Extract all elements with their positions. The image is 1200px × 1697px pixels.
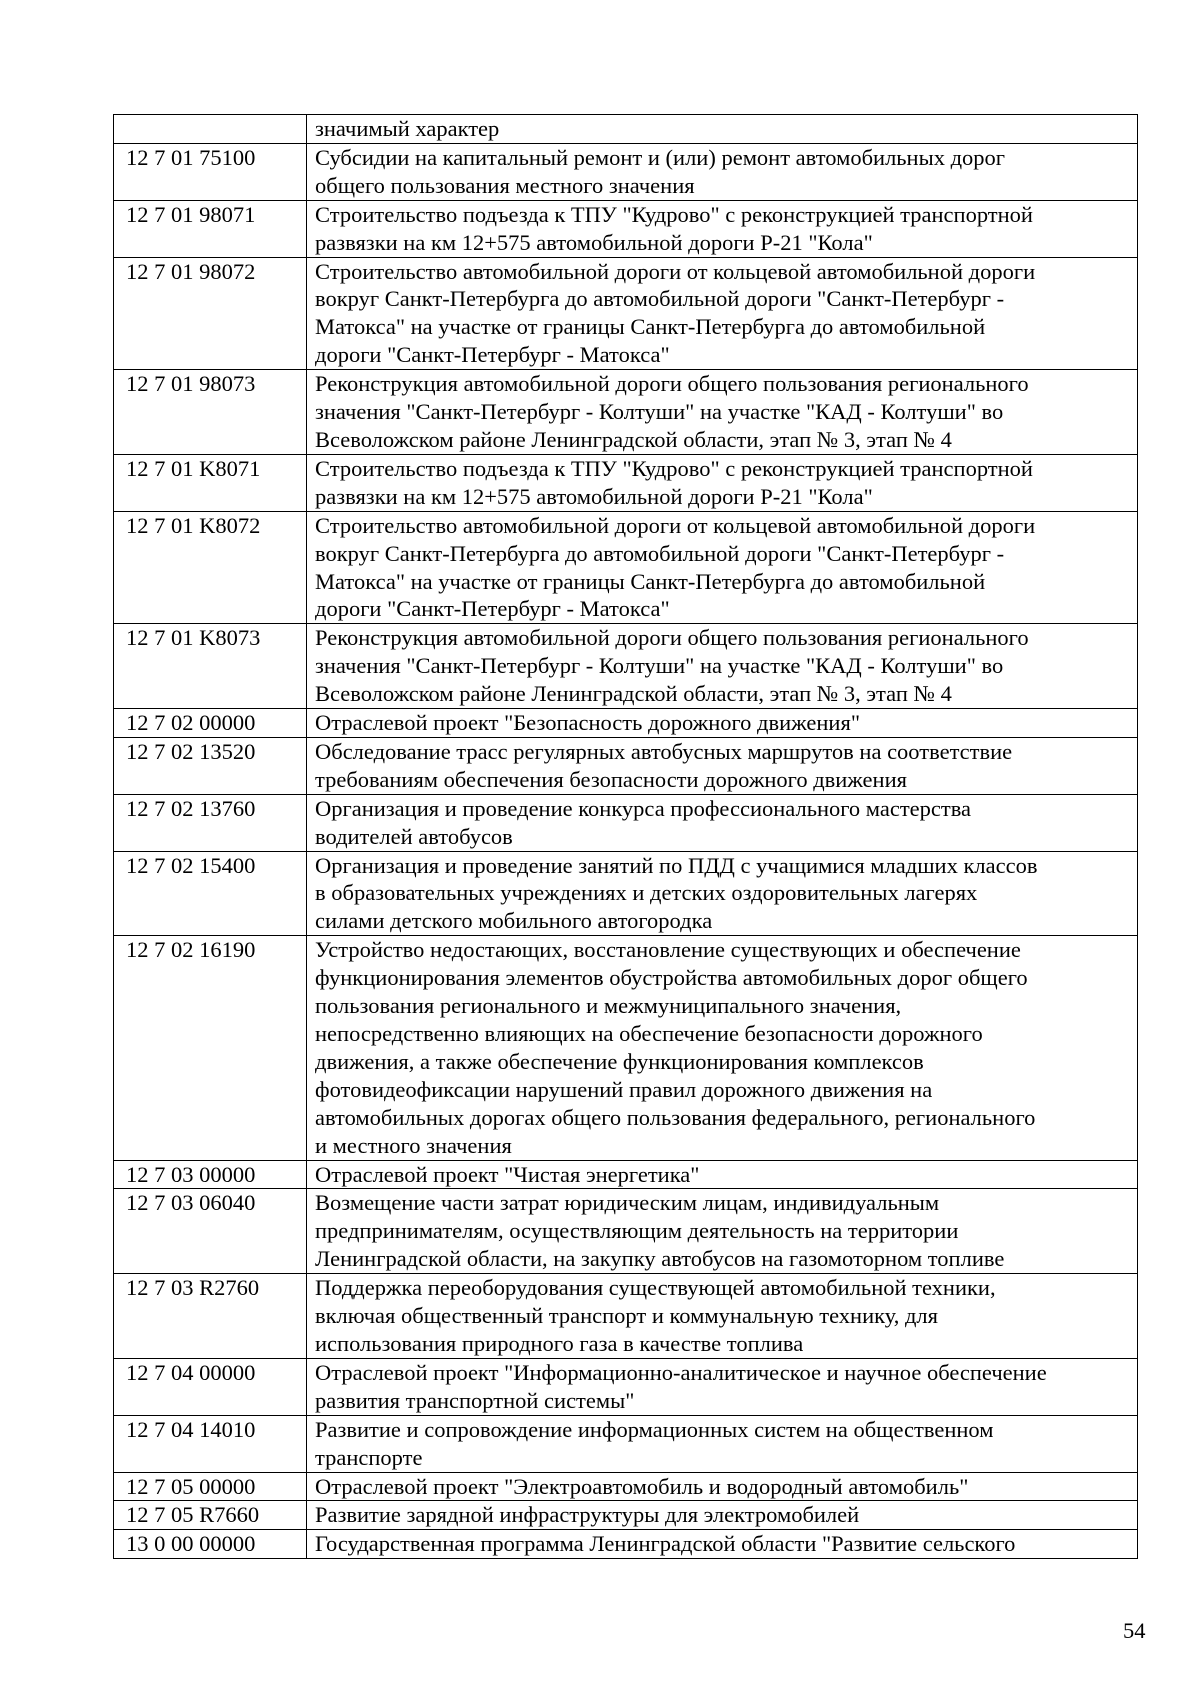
code-cell: 12 7 03 R2760	[114, 1274, 307, 1359]
table-row	[114, 1358, 1138, 1415]
description-cell: Устройство недостающих, восстановление существующих и обеспечение функционирования элементов обустройства автомобильных дорог общего пользования регионального и межмуниципального значения, непосредственно влияющих на обеспечение безопасности дорожного движения, а также обеспечение функционирования комплексов фотовидеофиксации нарушений правил дорожного движения на автомобильных дорогах общего пользования федерального, регионального и местного значения	[307, 936, 1138, 1160]
code-cell	[114, 115, 307, 144]
table-row	[114, 1189, 1138, 1274]
description-cell: Организация и проведение занятий по ПДД с учащимися младших классов в образовательных учреждениях и детских оздоровительных лагерях силами детского мобильного автогородка	[307, 851, 1138, 936]
code-cell: 12 7 02 00000	[114, 709, 307, 738]
description-cell: Строительство автомобильной дороги от кольцевой автомобильной дороги вокруг Санкт-Петербурга до автомобильной дороги "Санкт-Петербург - Матокса" на участке от границы Санкт-Петербурга до автомобильной дороги "Санкт-Петербург - Матокса"	[307, 511, 1138, 624]
code-cell: 12 7 01 75100	[114, 143, 307, 200]
table-row	[114, 1501, 1138, 1530]
description-cell: Реконструкция автомобильной дороги общего пользования регионального значения "Санкт-Петербург - Колтуши" на участке "КАД - Колтуши" во Всеволожском районе Ленинградской области, этап № 3, этап № 4	[307, 624, 1138, 709]
code-cell: 12 7 04 14010	[114, 1415, 307, 1472]
code-cell: 13 0 00 00000	[114, 1530, 307, 1559]
description-cell: Реконструкция автомобильной дороги общего пользования регионального значения "Санкт-Петербург - Колтуши" на участке "КАД - Колтуши" во Всеволожском районе Ленинградской области, этап № 3, этап № 4	[307, 370, 1138, 455]
code-cell: 12 7 02 13760	[114, 794, 307, 851]
code-cell: 12 7 03 00000	[114, 1160, 307, 1189]
code-cell: 12 7 01 98071	[114, 200, 307, 257]
table-row	[114, 1530, 1138, 1559]
code-cell: 12 7 04 00000	[114, 1358, 307, 1415]
table-row	[114, 1472, 1138, 1501]
description-cell: Развитие и сопровождение информационных систем на общественном транспорте	[307, 1415, 1138, 1472]
description-cell: Отраслевой проект "Чистая энергетика"	[307, 1160, 1138, 1189]
table-row	[114, 1274, 1138, 1359]
description-cell: Поддержка переоборудования существующей автомобильной техники, включая общественный транспорт и коммунальную технику, для использования природного газа в качестве топлива	[307, 1274, 1138, 1359]
description-cell: Обследование трасс регулярных автобусных маршрутов на соответствие требованиям обеспечения безопасности дорожного движения	[307, 737, 1138, 794]
code-cell: 12 7 01 98072	[114, 257, 307, 370]
table-row	[114, 115, 1138, 144]
description-cell: Строительство подъезда к ТПУ "Кудрово" с реконструкцией транспортной развязки на км 12+575 автомобильной дороги Р-21 "Кола"	[307, 200, 1138, 257]
table-row	[114, 200, 1138, 257]
description-cell: Строительство подъезда к ТПУ "Кудрово" с реконструкцией транспортной развязки на км 12+575 автомобильной дороги Р-21 "Кола"	[307, 454, 1138, 511]
description-cell: Отраслевой проект "Электроавтомобиль и водородный автомобиль"	[307, 1472, 1138, 1501]
code-cell: 12 7 01 K8071	[114, 454, 307, 511]
table-row	[114, 794, 1138, 851]
description-cell: Отраслевой проект "Безопасность дорожного движения"	[307, 709, 1138, 738]
description-cell: Субсидии на капитальный ремонт и (или) ремонт автомобильных дорог общего пользования местного значения	[307, 143, 1138, 200]
page-number: 54	[1123, 1618, 1146, 1643]
description-cell: Возмещение части затрат юридическим лицам, индивидуальным предпринимателям, осуществляющим деятельность на территории Ленинградской области, на закупку автобусов на газомоторном топливе	[307, 1189, 1138, 1274]
budget-classification-table	[113, 114, 1138, 1559]
code-cell: 12 7 01 K8073	[114, 624, 307, 709]
code-cell: 12 7 01 98073	[114, 370, 307, 455]
description-cell: Отраслевой проект "Информационно-аналитическое и научное обеспечение развития транспортной системы"	[307, 1358, 1138, 1415]
table-row	[114, 737, 1138, 794]
table-row	[114, 511, 1138, 624]
table-row	[114, 1415, 1138, 1472]
table-row	[114, 257, 1138, 370]
code-cell: 12 7 05 00000	[114, 1472, 307, 1501]
code-cell: 12 7 03 06040	[114, 1189, 307, 1274]
table-row	[114, 851, 1138, 936]
table-row	[114, 936, 1138, 1160]
table-row	[114, 709, 1138, 738]
description-cell: Развитие зарядной инфраструктуры для электромобилей	[307, 1501, 1138, 1530]
table-row	[114, 1160, 1138, 1189]
description-cell: Государственная программа Ленинградской области "Развитие сельского	[307, 1530, 1138, 1559]
description-cell: Организация и проведение конкурса профессионального мастерства водителей автобусов	[307, 794, 1138, 851]
code-cell: 12 7 01 K8072	[114, 511, 307, 624]
code-cell: 12 7 02 16190	[114, 936, 307, 1160]
table-row	[114, 370, 1138, 455]
code-cell: 12 7 05 R7660	[114, 1501, 307, 1530]
code-cell: 12 7 02 13520	[114, 737, 307, 794]
table-row	[114, 624, 1138, 709]
description-cell: Строительство автомобильной дороги от кольцевой автомобильной дороги вокруг Санкт-Петербурга до автомобильной дороги "Санкт-Петербург - Матокса" на участке от границы Санкт-Петербурга до автомобильной дороги "Санкт-Петербург - Матокса"	[307, 257, 1138, 370]
description-cell: значимый характер	[307, 115, 1138, 144]
code-cell: 12 7 02 15400	[114, 851, 307, 936]
table-row	[114, 454, 1138, 511]
table-row	[114, 143, 1138, 200]
